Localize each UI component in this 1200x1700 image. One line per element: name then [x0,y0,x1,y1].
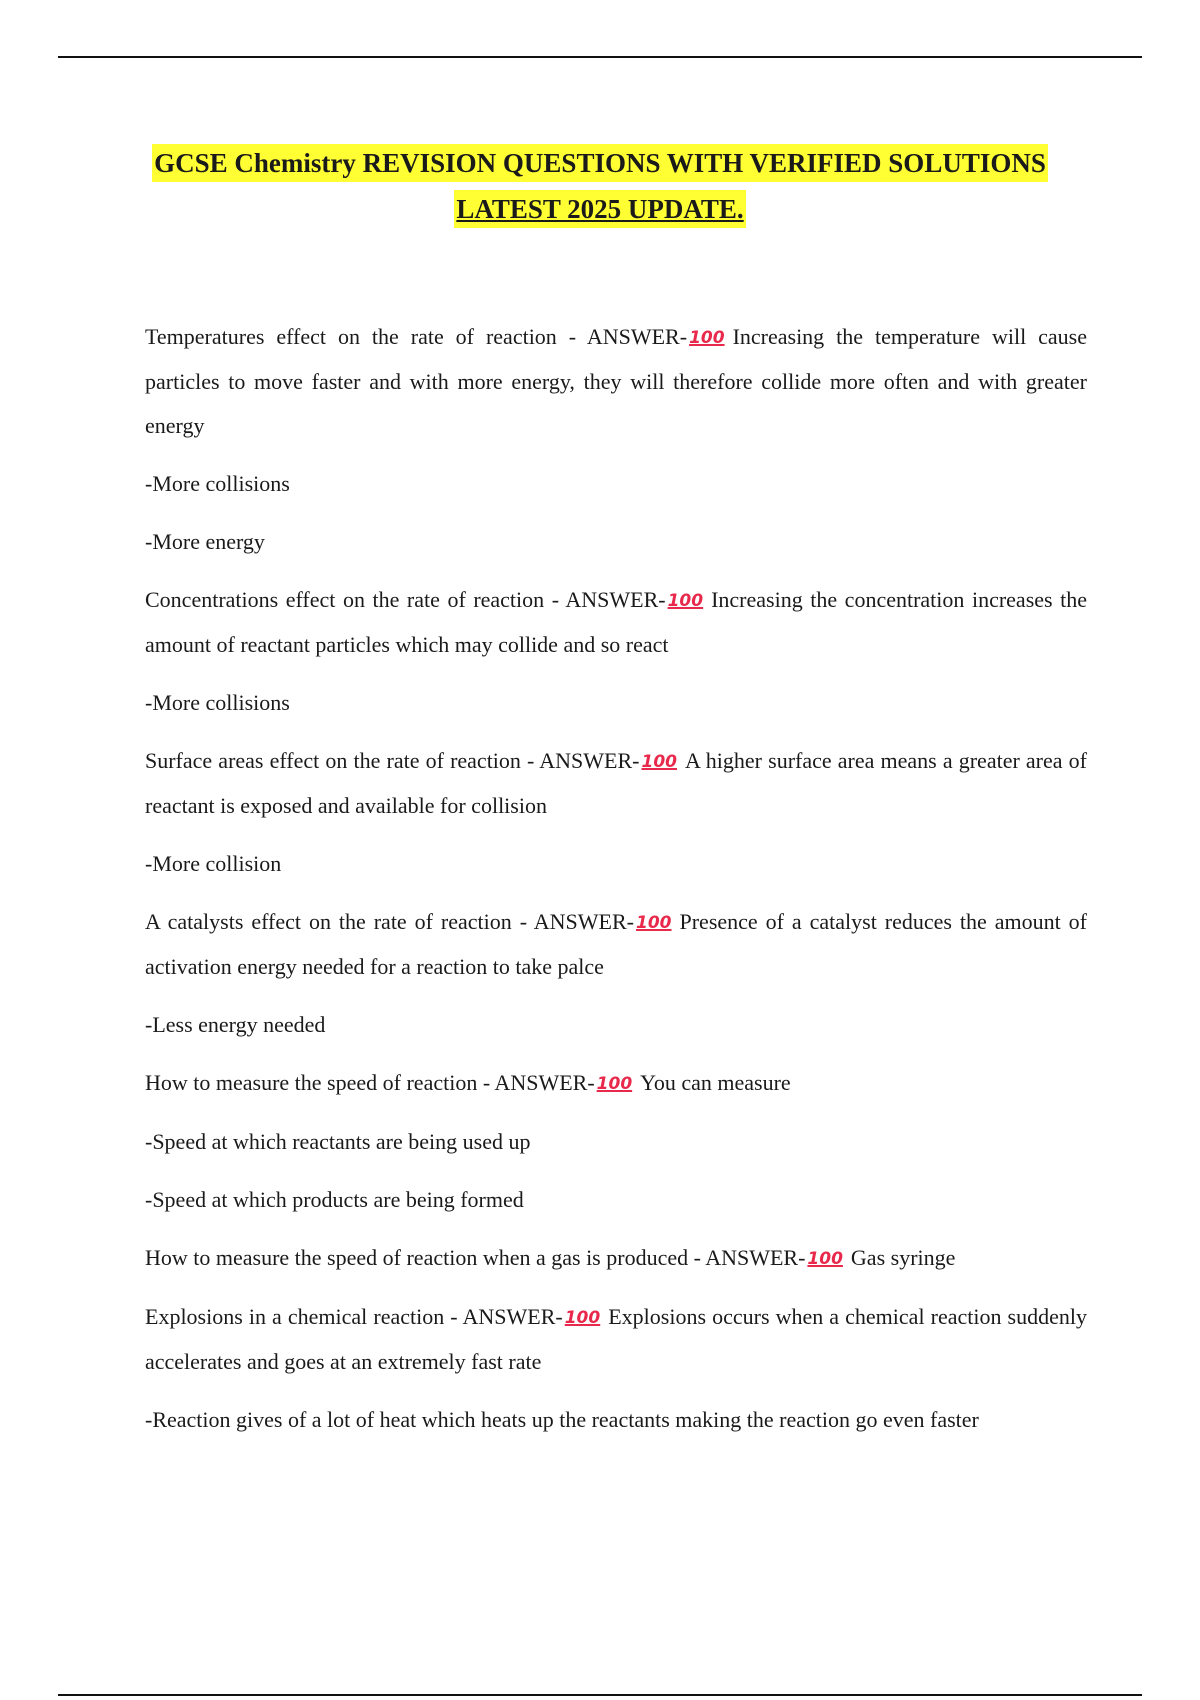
question-text: A catalysts effect on the rate of reaction - ANSWER- [145,909,634,934]
answer-text: A higher surface area means a greater area of reactant is exposed and available for collision [145,748,1087,818]
hundred-points-icon: 100 [636,913,672,933]
answer-bullet: -Speed at which reactants are being used up [145,1129,531,1154]
answer-bullet: -More energy [145,529,265,554]
hundred-points-icon: 100 [667,591,704,611]
answer-text: Presence of a catalyst reduces the amount of activation energy needed for a reaction to take palce [145,909,1087,979]
qa-entry [145,1295,1087,1384]
answer-bullet: -More collisions [145,690,290,715]
answer-text: Increasing the concentration increases the amount of reactant particles which may collide and so react [145,587,1088,657]
title-line-1: GCSE Chemistry REVISION QUESTIONS WITH VERIFIED SOLUTIONS [152,144,1048,182]
question-text: How to measure the speed of reaction when a gas is produced - ANSWER- [145,1245,806,1270]
bottom-rule [58,1694,1142,1696]
answer-text: Increasing the temperature will cause particles to move faster and with more energy, they will therefore collide more often and with greater energy [145,324,1088,438]
title-line-2: LATEST 2025 UPDATE. [454,190,745,228]
qa-entry [145,739,1087,828]
answer-bullet: -More collisions [145,471,290,496]
qa-list [145,315,1087,1456]
qa-entry [145,1236,1087,1281]
qa-entry [145,1061,1087,1106]
question-text: Concentrations effect on the rate of reaction - ANSWER- [145,587,666,612]
hundred-points-icon: 100 [641,752,677,772]
answer-bullet: -More collision [145,851,282,876]
answer-bullet: -Speed at which products are being formed [145,1187,524,1212]
hundred-points-icon: 100 [564,1308,601,1328]
answer-bullet: -Less energy needed [145,1012,326,1037]
question-text: How to measure the speed of reaction - ANSWER- [145,1070,595,1095]
qa-entry [145,900,1087,989]
question-text: Surface areas effect on the rate of reaction - ANSWER- [145,748,640,773]
hundred-points-icon: 100 [689,328,725,348]
top-rule [58,56,1142,58]
answer-bullet: -Reaction gives of a lot of heat which heats up the reactants making the reaction go even faster [145,1407,979,1432]
answer-text: You can measure [640,1070,791,1095]
hundred-points-icon: 100 [807,1249,843,1269]
answer-text: Gas syringe [850,1245,956,1270]
qa-entry [145,578,1087,667]
hundred-points-icon: 100 [596,1074,633,1094]
document-title [0,140,1200,232]
qa-entry [145,315,1087,448]
question-text: Explosions in a chemical reaction - ANSWER- [145,1304,563,1329]
question-text: Temperatures effect on the rate of reaction - ANSWER- [145,324,688,349]
answer-text: Explosions occurs when a chemical reaction suddenly accelerates and goes at an extremely fast rate [145,1304,1087,1374]
